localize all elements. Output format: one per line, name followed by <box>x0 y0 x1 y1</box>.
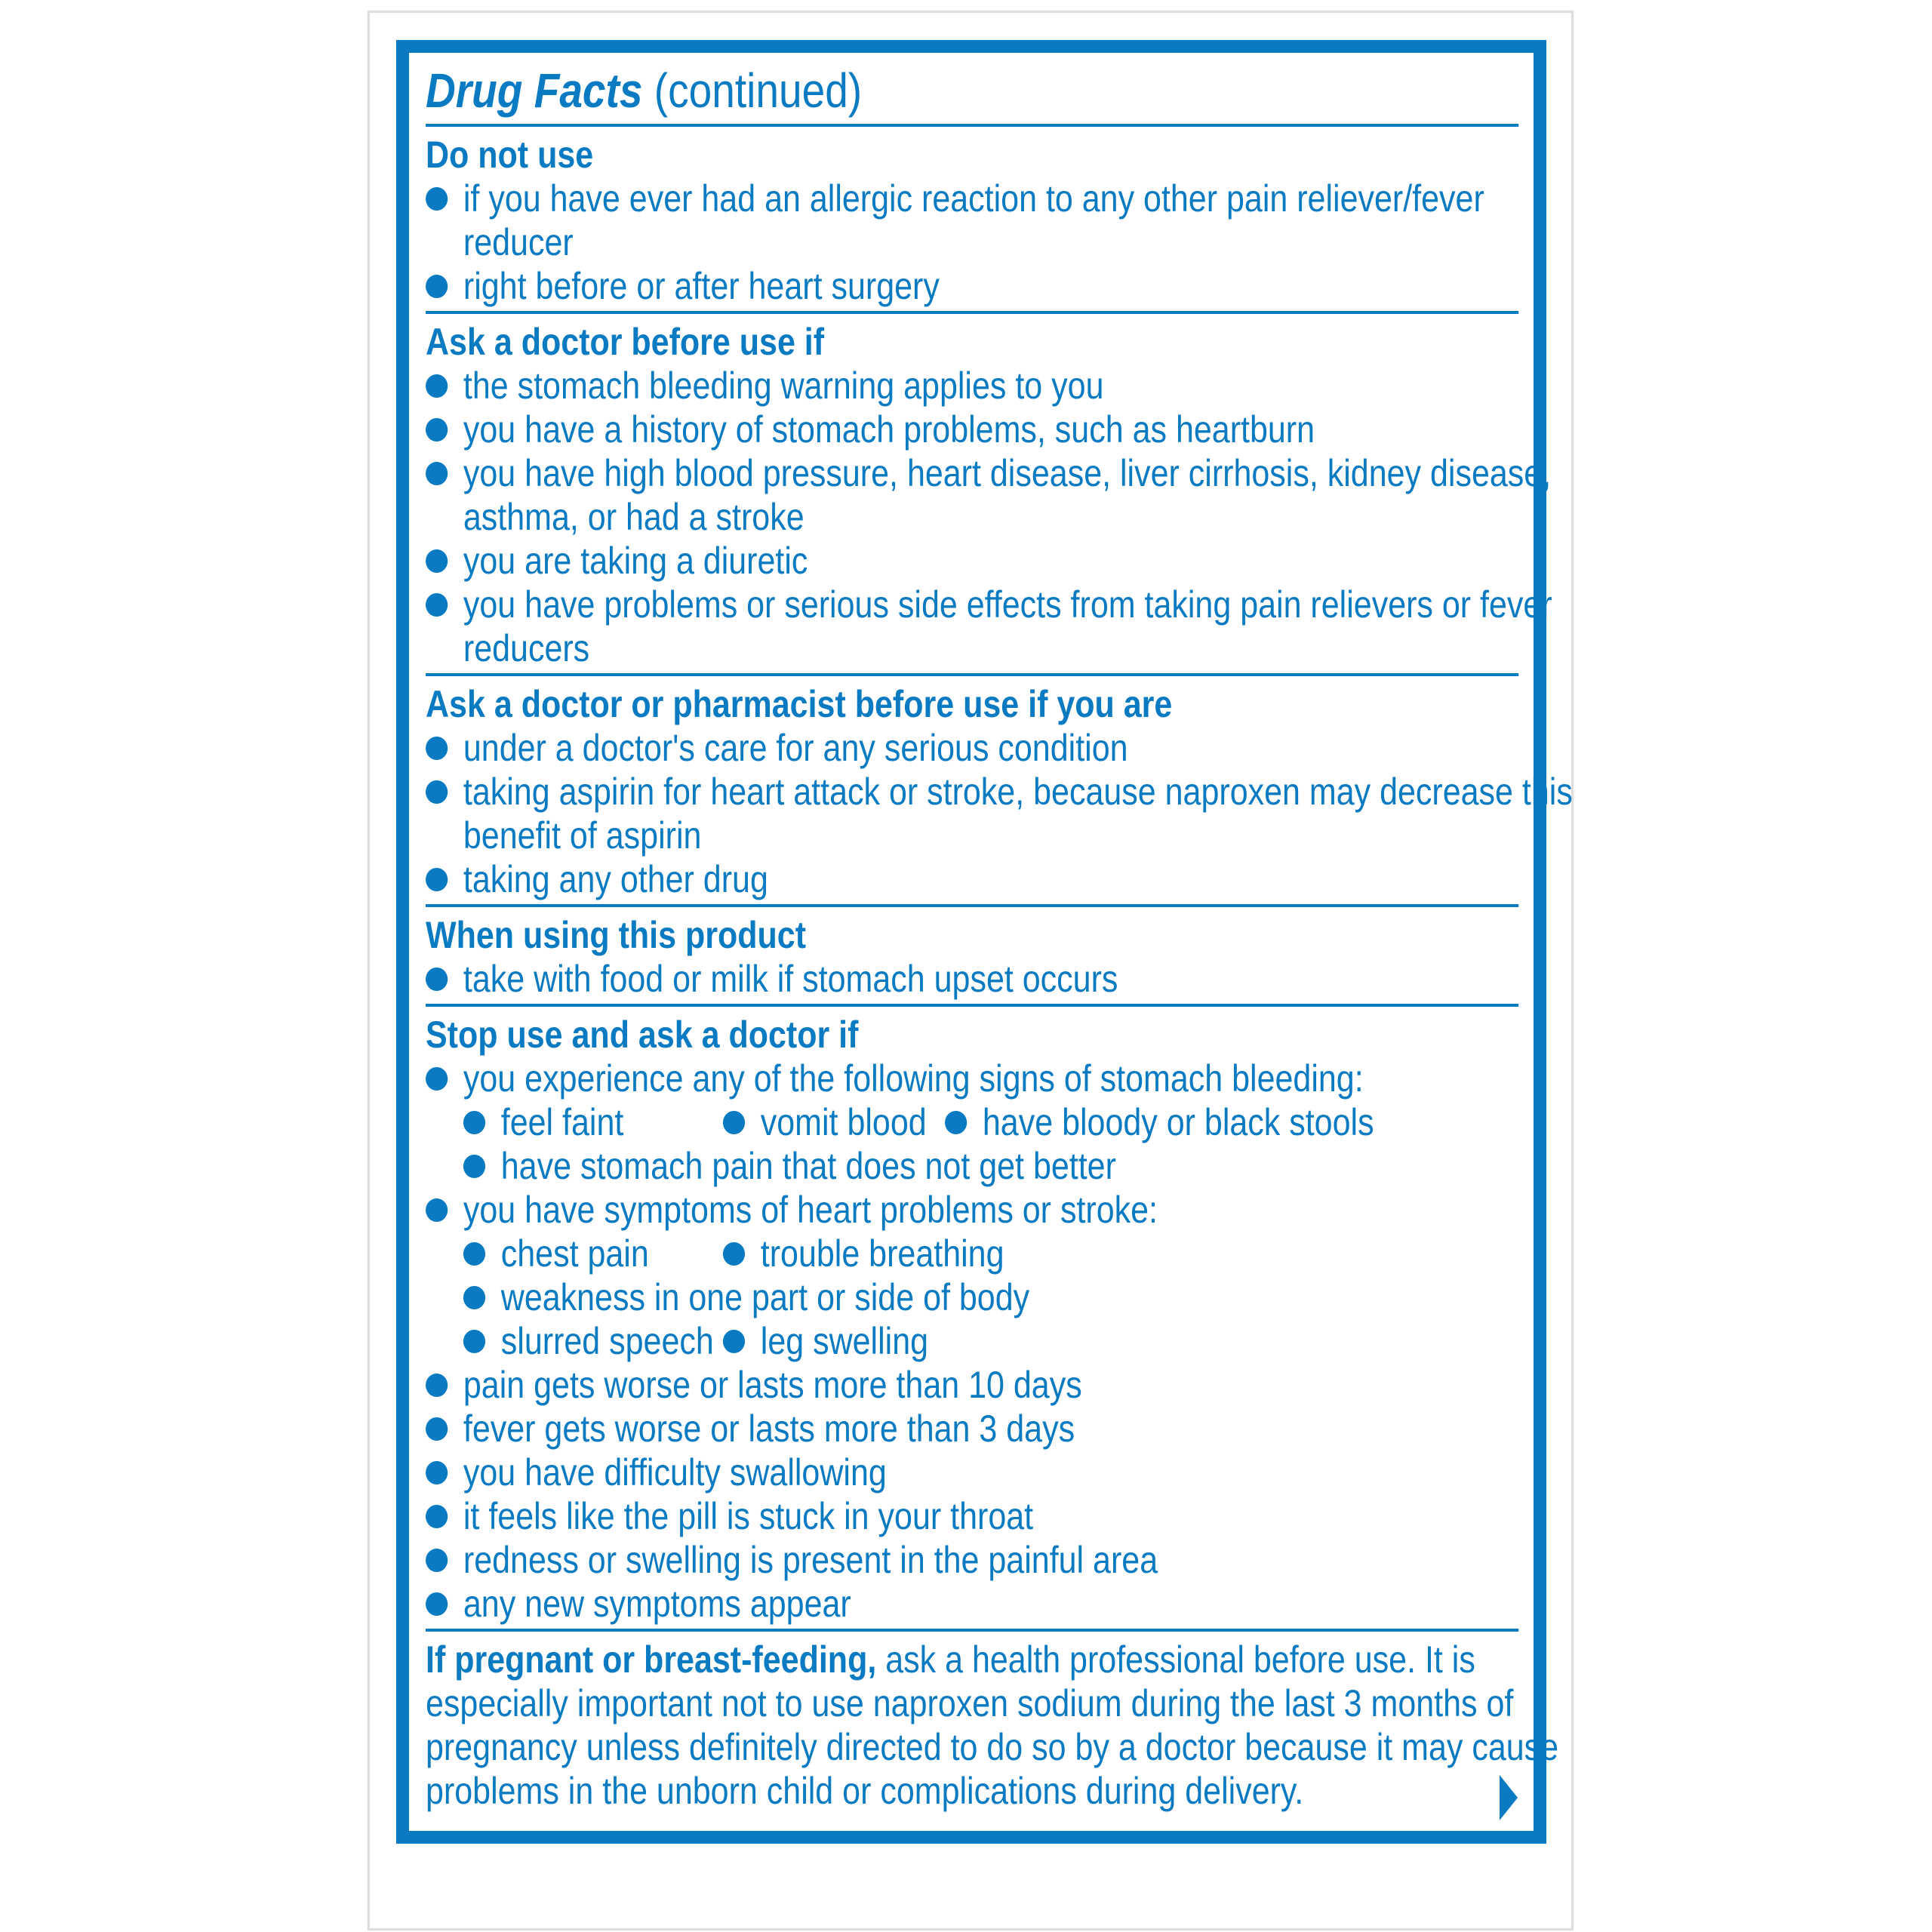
list-item <box>426 408 1518 451</box>
list-item-text: under a doctor's care for any serious condition <box>463 727 1128 769</box>
list-item-text: you have difficulty swallowing <box>463 1451 887 1494</box>
sub-list-item-text: chest pain <box>500 1232 649 1275</box>
bullet-dot-icon <box>426 462 448 485</box>
list-item-text: you experience any of the following signs of stomach bleeding: <box>463 1057 1364 1100</box>
sub-list-item <box>723 1100 927 1144</box>
section-stop-use <box>426 1007 1518 1629</box>
bullet-dot-icon <box>426 1198 448 1222</box>
section-heading: When using this product <box>426 914 807 956</box>
list-item <box>426 957 1518 1001</box>
pregnancy-text: pregnancy unless definitely directed to do so by a doctor because it may cause <box>426 1726 1559 1768</box>
bullet-dot-icon <box>426 374 448 398</box>
list-item-text: fever gets worse or lasts more than 3 days <box>463 1407 1075 1450</box>
list-item-text: reducer <box>463 221 574 263</box>
pregnancy-text: ask a health professional before use. It is <box>876 1638 1475 1681</box>
bullet-dot-icon <box>426 968 448 991</box>
bullet-dot-icon <box>426 549 448 573</box>
bullet-dot-icon <box>426 275 448 298</box>
bullet-dot-icon <box>426 1505 448 1528</box>
sub-list-item-text: slurred speech <box>500 1320 714 1362</box>
list-item <box>426 1494 1518 1538</box>
list-item-text: you have problems or serious side effects from taking pain relievers or fever <box>463 583 1552 626</box>
list-item-text: benefit of aspirin <box>463 814 702 857</box>
bullet-dot-icon <box>426 1374 448 1397</box>
section-heading: Ask a doctor or pharmacist before use if you are <box>426 683 1173 725</box>
sub-list-item <box>723 1232 1004 1275</box>
bullet-dot-icon <box>426 1592 448 1616</box>
list-item <box>426 1057 1518 1100</box>
title-main: Drug Facts <box>426 63 643 118</box>
pregnancy-line <box>426 1638 1518 1681</box>
list-item <box>426 1363 1518 1407</box>
section-heading: Stop use and ask a doctor if <box>426 1014 859 1056</box>
bullet-dot-icon <box>426 1549 448 1572</box>
list-item-text: you have high blood pressure, heart disease, liver cirrhosis, kidney disease, <box>463 452 1552 494</box>
bullet-dot-icon <box>426 868 448 891</box>
list-item-text: pain gets worse or lasts more than 10 days <box>463 1364 1082 1406</box>
section-ask-doctor <box>426 314 1552 673</box>
sub-list-item-text: trouble breathing <box>760 1232 1004 1275</box>
list-item-text: taking aspirin for heart attack or stroke, because naproxen may decrease this <box>463 771 1573 813</box>
list-item <box>426 1538 1518 1582</box>
list-item <box>426 1582 1518 1626</box>
sub-list-item-text: feel faint <box>500 1101 624 1143</box>
pregnancy-bold-lead: If pregnant or breast-feeding, <box>426 1638 877 1681</box>
list-item-text: asthma, or had a stroke <box>463 496 804 538</box>
bullet-dot-icon <box>463 1111 485 1134</box>
bullet-dot-icon <box>723 1111 745 1134</box>
list-item <box>426 1407 1518 1451</box>
list-item <box>426 177 1518 264</box>
list-item <box>426 1188 1518 1232</box>
bullet-dot-icon <box>426 780 448 804</box>
list-item-text: reducers <box>463 627 590 669</box>
bullet-dot-icon <box>426 593 448 617</box>
sub-list-row <box>426 1275 1518 1319</box>
list-item-text: any new symptoms appear <box>463 1583 851 1625</box>
section-ask-pharmacist <box>426 676 1573 904</box>
sub-list-item <box>723 1319 928 1363</box>
list-item-text: you have symptoms of heart problems or stroke: <box>463 1189 1158 1231</box>
bullet-dot-icon <box>723 1330 745 1353</box>
drug-facts-content <box>426 60 1573 1816</box>
bullet-dot-icon <box>463 1286 485 1309</box>
sub-list-item-text: vomit blood <box>760 1101 927 1143</box>
list-item-text: take with food or milk if stomach upset occurs <box>463 958 1118 1000</box>
sub-list-item <box>463 1100 623 1144</box>
list-item <box>426 539 1518 583</box>
list-item <box>426 583 1552 670</box>
list-item <box>426 1451 1518 1494</box>
section-pregnancy <box>426 1632 1559 1816</box>
sub-list-item-text: weakness in one part or side of body <box>500 1276 1030 1318</box>
sub-list-row <box>426 1100 1518 1144</box>
sub-list-item <box>463 1319 714 1363</box>
list-item <box>426 726 1518 770</box>
section-heading: Do not use <box>426 134 594 176</box>
sub-list-row <box>426 1144 1518 1188</box>
sub-list-item <box>463 1232 649 1275</box>
sub-list-item-text: have stomach pain that does not get better <box>500 1145 1116 1187</box>
bullet-dot-icon <box>426 1461 448 1484</box>
bullet-dot-icon <box>426 187 448 211</box>
list-item-text: taking any other drug <box>463 858 768 900</box>
section-do-not-use <box>426 127 1518 311</box>
bullet-dot-icon <box>426 1417 448 1441</box>
list-item-text: you are taking a diuretic <box>463 540 808 582</box>
list-item-text: right before or after heart surgery <box>463 265 940 307</box>
bullet-dot-icon <box>463 1330 485 1353</box>
title-suffix: (continued) <box>654 63 863 118</box>
bullet-dot-icon <box>723 1242 745 1266</box>
list-item-text: if you have ever had an allergic reaction to any other pain reliever/fever <box>463 177 1484 220</box>
sub-list-item <box>463 1275 1029 1319</box>
list-item <box>426 264 1518 308</box>
bullet-dot-icon <box>426 1067 448 1091</box>
list-item <box>426 364 1518 408</box>
sub-list-row <box>426 1232 1518 1275</box>
list-item <box>426 451 1552 539</box>
bullet-dot-icon <box>463 1155 485 1178</box>
section-heading: Ask a doctor before use if <box>426 321 825 363</box>
list-item-text: you have a history of stomach problems, such as heartburn <box>463 408 1315 451</box>
list-item-text: the stomach bleeding warning applies to you <box>463 365 1104 407</box>
list-item-text: it feels like the pill is stuck in your throat <box>463 1495 1034 1537</box>
bullet-dot-icon <box>945 1111 967 1134</box>
bullet-dot-icon <box>463 1242 485 1266</box>
list-item <box>426 857 1518 901</box>
bullet-dot-icon <box>426 737 448 760</box>
sub-list-row <box>426 1319 1518 1363</box>
sub-list-item <box>945 1100 1374 1144</box>
sub-list-item-text: leg swelling <box>760 1320 929 1362</box>
section-when-using <box>426 907 1518 1004</box>
list-item <box>426 770 1573 857</box>
pregnancy-text: especially important not to use naproxen sodium during the last 3 months of <box>426 1682 1514 1724</box>
sub-list-item-text: have bloody or black stools <box>982 1101 1374 1143</box>
bullet-dot-icon <box>426 418 448 441</box>
list-item-text: redness or swelling is present in the painful area <box>463 1539 1158 1581</box>
sub-list-item <box>463 1144 1116 1188</box>
continue-arrow-icon <box>1500 1775 1518 1820</box>
page-title <box>426 60 1518 124</box>
pregnancy-text: problems in the unborn child or complications during delivery. <box>426 1770 1304 1812</box>
